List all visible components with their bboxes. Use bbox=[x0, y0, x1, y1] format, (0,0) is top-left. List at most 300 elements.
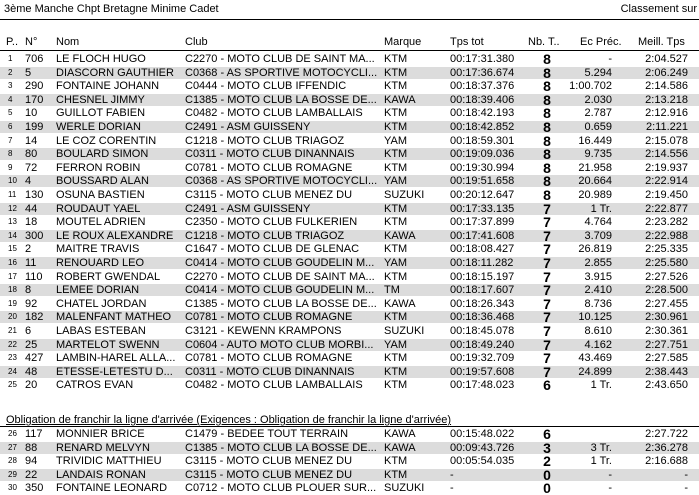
cell-total: 00:18:11.282 bbox=[450, 257, 514, 269]
cell-best: 2:28.500 bbox=[645, 284, 688, 297]
cell-best: 2:22.877 bbox=[645, 202, 688, 215]
table-row bbox=[0, 107, 699, 119]
col-brand: Marque bbox=[384, 36, 422, 48]
cell-laps: 7 bbox=[543, 338, 551, 351]
cell-total: 00:19:51.658 bbox=[450, 175, 515, 188]
cell-pos: 9 bbox=[8, 162, 13, 172]
cell-gap: 8.736 bbox=[584, 297, 612, 310]
cell-laps: 8 bbox=[543, 175, 551, 188]
cell-brand: SUZUKI bbox=[384, 325, 425, 337]
cell-laps: 8 bbox=[543, 80, 551, 93]
cell-num: 130 bbox=[25, 189, 44, 201]
cell-num: 20 bbox=[25, 379, 38, 392]
table-row bbox=[0, 298, 699, 310]
cell-best: 2:06.249 bbox=[645, 66, 688, 79]
cell-best: 2:13.218 bbox=[645, 93, 688, 106]
cell-num: 706 bbox=[25, 53, 44, 65]
cell-brand: YAM bbox=[384, 134, 408, 147]
cell-laps: 7 bbox=[543, 352, 551, 365]
cell-best: 2:22.914 bbox=[645, 175, 688, 188]
cell-club: C2491 - ASM GUISSENY bbox=[185, 202, 311, 215]
cell-gap: - bbox=[608, 53, 612, 65]
cell-total: 00:19:32.709 bbox=[450, 352, 515, 365]
cell-pos: 5 bbox=[8, 108, 13, 118]
cell-gap: 2.410 bbox=[584, 284, 612, 297]
cell-laps: 6 bbox=[543, 428, 551, 440]
cell-pos: 17 bbox=[8, 271, 17, 281]
cell-club: C0482 - MOTO CLUB LAMBALLAIS bbox=[185, 379, 363, 392]
cell-brand: KTM bbox=[384, 379, 408, 392]
table-row bbox=[0, 121, 699, 133]
cell-club: C0604 - AUTO MOTO CLUB MORBI... bbox=[185, 338, 374, 351]
cell-pos: 23 bbox=[8, 353, 17, 363]
cell-brand: KTM bbox=[384, 53, 408, 65]
table-row bbox=[0, 230, 699, 242]
cell-club: C0368 - AS SPORTIVE MOTOCYCLI... bbox=[185, 175, 378, 188]
cell-num: 10 bbox=[25, 107, 38, 120]
cell-club: C1385 - MOTO CLUB LA BOSSE DE... bbox=[185, 441, 377, 454]
cell-pos: 16 bbox=[8, 258, 17, 267]
cell-pos: 4 bbox=[8, 94, 13, 104]
cell-club: C0311 - MOTO CLUB DINANNAIS bbox=[185, 148, 355, 161]
cell-name: MALENFANT MATHEO bbox=[56, 311, 172, 324]
col-name: Nom bbox=[56, 36, 80, 48]
cell-num: 22 bbox=[25, 468, 38, 481]
cell-pos: 18 bbox=[8, 285, 17, 295]
cell-brand: KTM bbox=[384, 121, 408, 133]
cell-gap: 24.899 bbox=[578, 365, 612, 378]
cell-pos: 24 bbox=[8, 366, 17, 376]
cell-pos: 21 bbox=[8, 326, 17, 335]
cell-best: 2:27.722 bbox=[645, 428, 688, 440]
cell-laps: 8 bbox=[543, 53, 551, 65]
cell-num: 6 bbox=[25, 325, 32, 337]
table-row bbox=[0, 442, 699, 454]
cell-laps: 6 bbox=[543, 379, 551, 392]
cell-pos: 13 bbox=[8, 217, 17, 227]
cell-name: FERRON ROBIN bbox=[56, 161, 141, 174]
table-row bbox=[0, 379, 699, 391]
cell-total: 00:19:57.608 bbox=[450, 365, 515, 378]
cell-club: C0781 - MOTO CLUB ROMAGNE bbox=[185, 161, 353, 174]
cell-gap: 2.855 bbox=[584, 257, 612, 269]
table-row bbox=[0, 243, 699, 255]
cell-brand: KAWA bbox=[384, 297, 416, 310]
cell-pos: 7 bbox=[8, 135, 13, 145]
column-headers bbox=[0, 36, 699, 50]
col-club: Club bbox=[185, 36, 208, 48]
cell-num: 25 bbox=[25, 338, 38, 351]
cell-gap: 20.664 bbox=[578, 175, 612, 188]
cell-name: BOUSSARD ALAN bbox=[56, 175, 149, 188]
cell-pos: 2 bbox=[8, 67, 13, 77]
cell-pos: 26 bbox=[8, 429, 17, 438]
cell-name: LE ROUX ALEXANDRE bbox=[56, 229, 174, 242]
cell-laps: 7 bbox=[543, 365, 551, 378]
cell-total: 00:17:37.899 bbox=[450, 216, 515, 229]
cell-gap: 8.610 bbox=[584, 325, 612, 337]
cell-gap: - bbox=[608, 482, 612, 495]
cell-gap: 5.294 bbox=[584, 66, 612, 79]
cell-brand: KTM bbox=[384, 161, 408, 174]
cell-best: - bbox=[684, 468, 688, 481]
table-row bbox=[0, 203, 699, 215]
cell-name: LANDAIS RONAN bbox=[56, 468, 146, 481]
cell-name: MONNIER BRICE bbox=[56, 428, 145, 440]
cell-name: CATROS EVAN bbox=[56, 379, 134, 392]
cell-brand: KTM bbox=[384, 352, 408, 365]
cell-best: 2:14.556 bbox=[645, 148, 688, 161]
cell-name: RENARD MELVYN bbox=[56, 441, 150, 454]
cell-name: GUILLOT FABIEN bbox=[56, 107, 146, 120]
cell-total: 00:18:37.376 bbox=[450, 80, 515, 93]
cell-total: 00:18:59.301 bbox=[450, 134, 515, 147]
cell-pos: 10 bbox=[8, 176, 17, 186]
cell-club: C0781 - MOTO CLUB ROMAGNE bbox=[185, 311, 353, 324]
cell-num: 4 bbox=[25, 175, 32, 188]
cell-club: C2270 - MOTO CLUB DE SAINT MA... bbox=[185, 53, 375, 65]
cell-total: 00:17:31.380 bbox=[450, 53, 515, 65]
cell-total: 00:20:12.647 bbox=[450, 189, 515, 201]
cell-num: 72 bbox=[25, 161, 38, 174]
cell-name: MARTELOT SWENN bbox=[56, 338, 160, 351]
cell-club: C0311 - MOTO CLUB DINANNAIS bbox=[185, 365, 355, 378]
cell-name: LE COZ CORENTIN bbox=[56, 134, 157, 147]
cell-brand: KTM bbox=[384, 243, 408, 256]
cell-laps: 7 bbox=[543, 284, 551, 297]
table-row bbox=[0, 352, 699, 364]
cell-num: 350 bbox=[25, 482, 44, 495]
cell-name: DIASCORN GAUTHIER bbox=[56, 66, 174, 79]
cell-gap: 2.030 bbox=[584, 93, 612, 106]
cell-best: 2:43.650 bbox=[645, 379, 688, 392]
cell-name: ROBERT GWENDAL bbox=[56, 270, 161, 283]
table-row bbox=[0, 94, 699, 106]
cell-num: 14 bbox=[25, 134, 38, 147]
cell-club: C0712 - MOTO CLUB PLOUER SUR... bbox=[185, 482, 377, 495]
cell-gap: - bbox=[608, 468, 612, 481]
col-gap: Ec Préc. bbox=[580, 36, 622, 48]
table-row bbox=[0, 428, 699, 440]
cell-total: - bbox=[450, 468, 454, 481]
cell-total: 00:09:43.726 bbox=[450, 441, 515, 454]
columns-divider bbox=[0, 50, 699, 51]
cell-best: - bbox=[684, 482, 688, 495]
cell-gap: 1 Tr. bbox=[590, 379, 612, 392]
cell-total: 00:18:49.240 bbox=[450, 338, 515, 351]
col-total: Tps tot bbox=[450, 36, 484, 48]
cell-brand: KTM bbox=[384, 148, 408, 161]
cell-best: 2:19.450 bbox=[645, 189, 688, 201]
cell-num: 170 bbox=[25, 93, 44, 106]
cell-num: 427 bbox=[25, 352, 44, 365]
col-laps: Nb. T.. bbox=[528, 36, 560, 48]
cell-club: C0368 - AS SPORTIVE MOTOCYCLI... bbox=[185, 66, 378, 79]
cell-pos: 1 bbox=[8, 54, 13, 63]
cell-gap: 16.449 bbox=[578, 134, 612, 147]
table-row bbox=[0, 216, 699, 228]
header-divider bbox=[0, 19, 699, 20]
table-row bbox=[0, 455, 699, 467]
cell-gap: 1:00.702 bbox=[569, 80, 612, 93]
cell-gap: 1 Tr. bbox=[590, 202, 612, 215]
cell-name: CHATEL JORDAN bbox=[56, 297, 147, 310]
cell-pos: 3 bbox=[8, 81, 13, 91]
cell-total: 00:18:26.343 bbox=[450, 297, 515, 310]
cell-brand: KTM bbox=[384, 202, 408, 215]
table-row bbox=[0, 284, 699, 296]
cell-num: 48 bbox=[25, 365, 38, 378]
cell-num: 92 bbox=[25, 297, 38, 310]
cell-total: 00:15:48.022 bbox=[450, 428, 515, 440]
table-row bbox=[0, 469, 699, 481]
cell-brand: KTM bbox=[384, 80, 408, 93]
cell-num: 290 bbox=[25, 80, 44, 93]
cell-name: LAMBIN-HAREL ALLA... bbox=[56, 352, 176, 365]
cell-gap: 9.735 bbox=[584, 148, 612, 161]
cell-gap: 10.125 bbox=[578, 311, 612, 324]
table-row bbox=[0, 53, 699, 65]
page-subtitle: Classement sur bbox=[620, 3, 697, 15]
cell-gap: 4.764 bbox=[584, 216, 612, 229]
cell-num: 300 bbox=[25, 229, 44, 242]
cell-laps: 8 bbox=[543, 93, 551, 106]
cell-best: 2:27.455 bbox=[645, 297, 688, 310]
cell-club: C1479 - BEDEE TOUT TERRAIN bbox=[185, 428, 349, 440]
cell-name: MOUTEL ADRIEN bbox=[56, 216, 146, 229]
cell-num: 8 bbox=[25, 284, 32, 297]
cell-name: LE FLOCH HUGO bbox=[56, 53, 146, 65]
cell-name: OSUNA BASTIEN bbox=[56, 189, 145, 201]
cell-laps: 7 bbox=[543, 229, 551, 242]
cell-laps: 7 bbox=[543, 325, 551, 337]
cell-total: 00:17:36.674 bbox=[450, 66, 515, 79]
cell-num: 199 bbox=[25, 121, 44, 133]
table-row bbox=[0, 135, 699, 147]
cell-club: C1385 - MOTO CLUB LA BOSSE DE... bbox=[185, 297, 377, 310]
cell-best: 2:22.988 bbox=[645, 229, 688, 242]
cell-laps: 2 bbox=[543, 455, 551, 468]
cell-name: CHESNEL JIMMY bbox=[56, 93, 145, 106]
cell-gap: 3.709 bbox=[584, 229, 612, 242]
cell-brand: KAWA bbox=[384, 428, 416, 440]
cell-laps: 8 bbox=[543, 148, 551, 161]
col-best: Meill. Tps bbox=[638, 36, 685, 48]
cell-gap: 26.819 bbox=[578, 243, 612, 256]
cell-pos: 15 bbox=[8, 244, 17, 254]
cell-total: 00:18:42.852 bbox=[450, 121, 515, 133]
cell-name: LABAS ESTEBAN bbox=[56, 325, 146, 337]
cell-gap: 20.989 bbox=[578, 189, 612, 201]
cell-num: 5 bbox=[25, 66, 32, 79]
cell-brand: KTM bbox=[384, 365, 408, 378]
table-row bbox=[0, 257, 699, 269]
cell-pos: 22 bbox=[8, 339, 17, 349]
cell-laps: 7 bbox=[543, 202, 551, 215]
cell-brand: YAM bbox=[384, 338, 408, 351]
cell-num: 110 bbox=[25, 270, 43, 283]
table-row bbox=[0, 339, 699, 351]
cell-brand: KTM bbox=[384, 468, 408, 481]
cell-best: 2:27.751 bbox=[645, 338, 688, 351]
cell-num: 2 bbox=[25, 243, 32, 256]
cell-laps: 0 bbox=[543, 468, 551, 481]
cell-pos: 20 bbox=[8, 312, 17, 322]
cell-pos: 28 bbox=[8, 456, 17, 466]
cell-best: 2:38.443 bbox=[645, 365, 688, 378]
cell-best: 2:23.282 bbox=[645, 216, 688, 229]
cell-gap: 0.659 bbox=[584, 121, 612, 133]
cell-club: C1385 - MOTO CLUB LA BOSSE DE... bbox=[185, 93, 377, 106]
table-row bbox=[0, 67, 699, 79]
cell-gap: 4.162 bbox=[584, 338, 612, 351]
section-divider bbox=[0, 426, 699, 427]
page-title: 3ème Manche Chpt Bretagne Minime Cadet bbox=[4, 3, 219, 15]
cell-brand: SUZUKI bbox=[384, 189, 425, 201]
cell-brand: SUZUKI bbox=[384, 482, 425, 495]
cell-laps: 8 bbox=[543, 189, 551, 201]
cell-total: 00:19:09.036 bbox=[450, 148, 515, 161]
cell-best: 2:25.580 bbox=[645, 257, 688, 269]
cell-laps: 7 bbox=[543, 297, 551, 310]
cell-best: 2:25.335 bbox=[645, 243, 688, 256]
cell-club: C3115 - MOTO CLUB MENEZ DU bbox=[185, 455, 353, 468]
cell-total: 00:18:15.197 bbox=[450, 270, 515, 283]
cell-brand: YAM bbox=[384, 175, 408, 188]
cell-total: 00:18:39.406 bbox=[450, 93, 515, 106]
cell-total: 00:18:45.078 bbox=[450, 325, 515, 337]
cell-brand: KTM bbox=[384, 311, 408, 324]
cell-best: 2:15.078 bbox=[645, 134, 688, 147]
cell-gap: 43.469 bbox=[578, 352, 612, 365]
cell-best: 2:19.937 bbox=[645, 161, 688, 174]
cell-brand: KAWA bbox=[384, 93, 416, 106]
cell-club: C1218 - MOTO CLUB TRIAGOZ bbox=[185, 134, 345, 147]
cell-pos: 8 bbox=[8, 149, 13, 159]
table-row bbox=[0, 271, 699, 283]
cell-best: 2:36.278 bbox=[645, 441, 688, 454]
cell-laps: 0 bbox=[543, 482, 551, 495]
cell-club: C1218 - MOTO CLUB TRIAGOZ bbox=[185, 229, 345, 242]
cell-club: C2350 - MOTO CLUB FULKERIEN bbox=[185, 216, 358, 229]
cell-brand: KTM bbox=[384, 66, 408, 79]
cell-total: - bbox=[450, 482, 454, 495]
cell-best: 2:27.526 bbox=[645, 270, 688, 283]
cell-best: 2:27.585 bbox=[645, 352, 688, 365]
cell-pos: 25 bbox=[8, 380, 17, 390]
col-pos: P.. bbox=[6, 36, 19, 48]
table-row bbox=[0, 482, 699, 494]
cell-club: C0781 - MOTO CLUB ROMAGNE bbox=[185, 352, 353, 365]
cell-best: 2:04.527 bbox=[645, 53, 688, 65]
cell-best: 2:30.961 bbox=[645, 311, 688, 324]
cell-brand: KTM bbox=[384, 455, 408, 468]
cell-best: 2:16.688 bbox=[645, 455, 688, 468]
cell-laps: 7 bbox=[543, 243, 551, 256]
cell-name: WERLE DORIAN bbox=[56, 121, 141, 133]
cell-name: LEMEE DORIAN bbox=[56, 284, 140, 297]
table-row bbox=[0, 366, 699, 378]
cell-gap: 3.915 bbox=[584, 270, 612, 283]
cell-num: 44 bbox=[25, 202, 38, 215]
cell-pos: 30 bbox=[8, 483, 17, 493]
cell-pos: 6 bbox=[8, 122, 13, 131]
cell-laps: 7 bbox=[543, 216, 551, 229]
cell-club: C0444 - MOTO CLUB IFFENDIC bbox=[185, 80, 347, 93]
cell-gap: 2.787 bbox=[584, 107, 612, 120]
cell-brand: TM bbox=[384, 284, 400, 297]
cell-brand: YAM bbox=[384, 257, 408, 269]
cell-pos: 14 bbox=[8, 230, 17, 240]
cell-name: ROUDAUT YAEL bbox=[56, 202, 141, 215]
table-row bbox=[0, 325, 699, 337]
cell-club: C2270 - MOTO CLUB DE SAINT MA... bbox=[185, 270, 375, 283]
cell-name: MAITRE TRAVIS bbox=[56, 243, 140, 256]
table-row bbox=[0, 189, 699, 201]
cell-num: 18 bbox=[25, 216, 38, 229]
cell-name: TRIVIDIC MATTHIEU bbox=[56, 455, 162, 468]
cell-num: 80 bbox=[25, 148, 38, 161]
col-num: N° bbox=[25, 36, 38, 48]
cell-pos: 19 bbox=[8, 298, 17, 308]
cell-num: 11 bbox=[25, 257, 37, 269]
cell-pos: 29 bbox=[8, 469, 17, 479]
cell-total: 00:05:54.035 bbox=[450, 455, 515, 468]
cell-num: 94 bbox=[25, 455, 38, 468]
cell-brand: KAWA bbox=[384, 229, 416, 242]
cell-club: C0482 - MOTO CLUB LAMBALLAIS bbox=[185, 107, 363, 120]
cell-club: C3115 - MOTO CLUB MENEZ DU bbox=[185, 468, 353, 481]
cell-laps: 7 bbox=[543, 270, 551, 283]
cell-num: 88 bbox=[25, 441, 38, 454]
cell-total: 00:17:48.023 bbox=[450, 379, 515, 392]
section-note: Obligation de franchir la ligne d'arrivée (Exigences : Obligation de franchir la ligne d'arrivée) bbox=[6, 414, 452, 426]
table-row bbox=[0, 162, 699, 174]
table-row bbox=[0, 175, 699, 187]
cell-laps: 8 bbox=[543, 121, 551, 133]
cell-laps: 8 bbox=[543, 161, 551, 174]
cell-gap: 21.958 bbox=[578, 161, 612, 174]
cell-name: BOULARD SIMON bbox=[56, 148, 149, 161]
cell-brand: KAWA bbox=[384, 441, 416, 454]
cell-name: FONTAINE LEONARD bbox=[56, 482, 168, 495]
cell-laps: 7 bbox=[543, 257, 551, 269]
cell-num: 182 bbox=[25, 311, 44, 324]
cell-total: 00:17:33.135 bbox=[450, 202, 515, 215]
cell-total: 00:18:17.607 bbox=[450, 284, 515, 297]
cell-pos: 27 bbox=[8, 442, 17, 452]
cell-brand: KTM bbox=[384, 216, 408, 229]
cell-club: C3121 - KEWENN KRAMPONS bbox=[185, 325, 342, 337]
table-row bbox=[0, 148, 699, 160]
cell-laps: 8 bbox=[543, 107, 551, 120]
cell-laps: 3 bbox=[543, 441, 551, 454]
cell-club: C2491 - ASM GUISSENY bbox=[185, 121, 311, 133]
cell-total: 00:18:08.427 bbox=[450, 243, 515, 256]
cell-club: C1647 - MOTO CLUB DE GLENAC bbox=[185, 243, 360, 256]
cell-best: 2:12.916 bbox=[645, 107, 688, 120]
cell-gap: 1 Tr. bbox=[590, 455, 612, 468]
cell-laps: 7 bbox=[543, 311, 551, 324]
cell-best: 2:14.586 bbox=[645, 80, 688, 93]
cell-num: 117 bbox=[25, 428, 43, 440]
cell-best: 2:30.361 bbox=[645, 325, 688, 337]
cell-pos: 11 bbox=[8, 190, 17, 199]
cell-name: RENOUARD LEO bbox=[56, 257, 145, 269]
cell-best: 2:11.221 bbox=[645, 121, 688, 133]
table-row bbox=[0, 311, 699, 323]
table-row bbox=[0, 80, 699, 92]
